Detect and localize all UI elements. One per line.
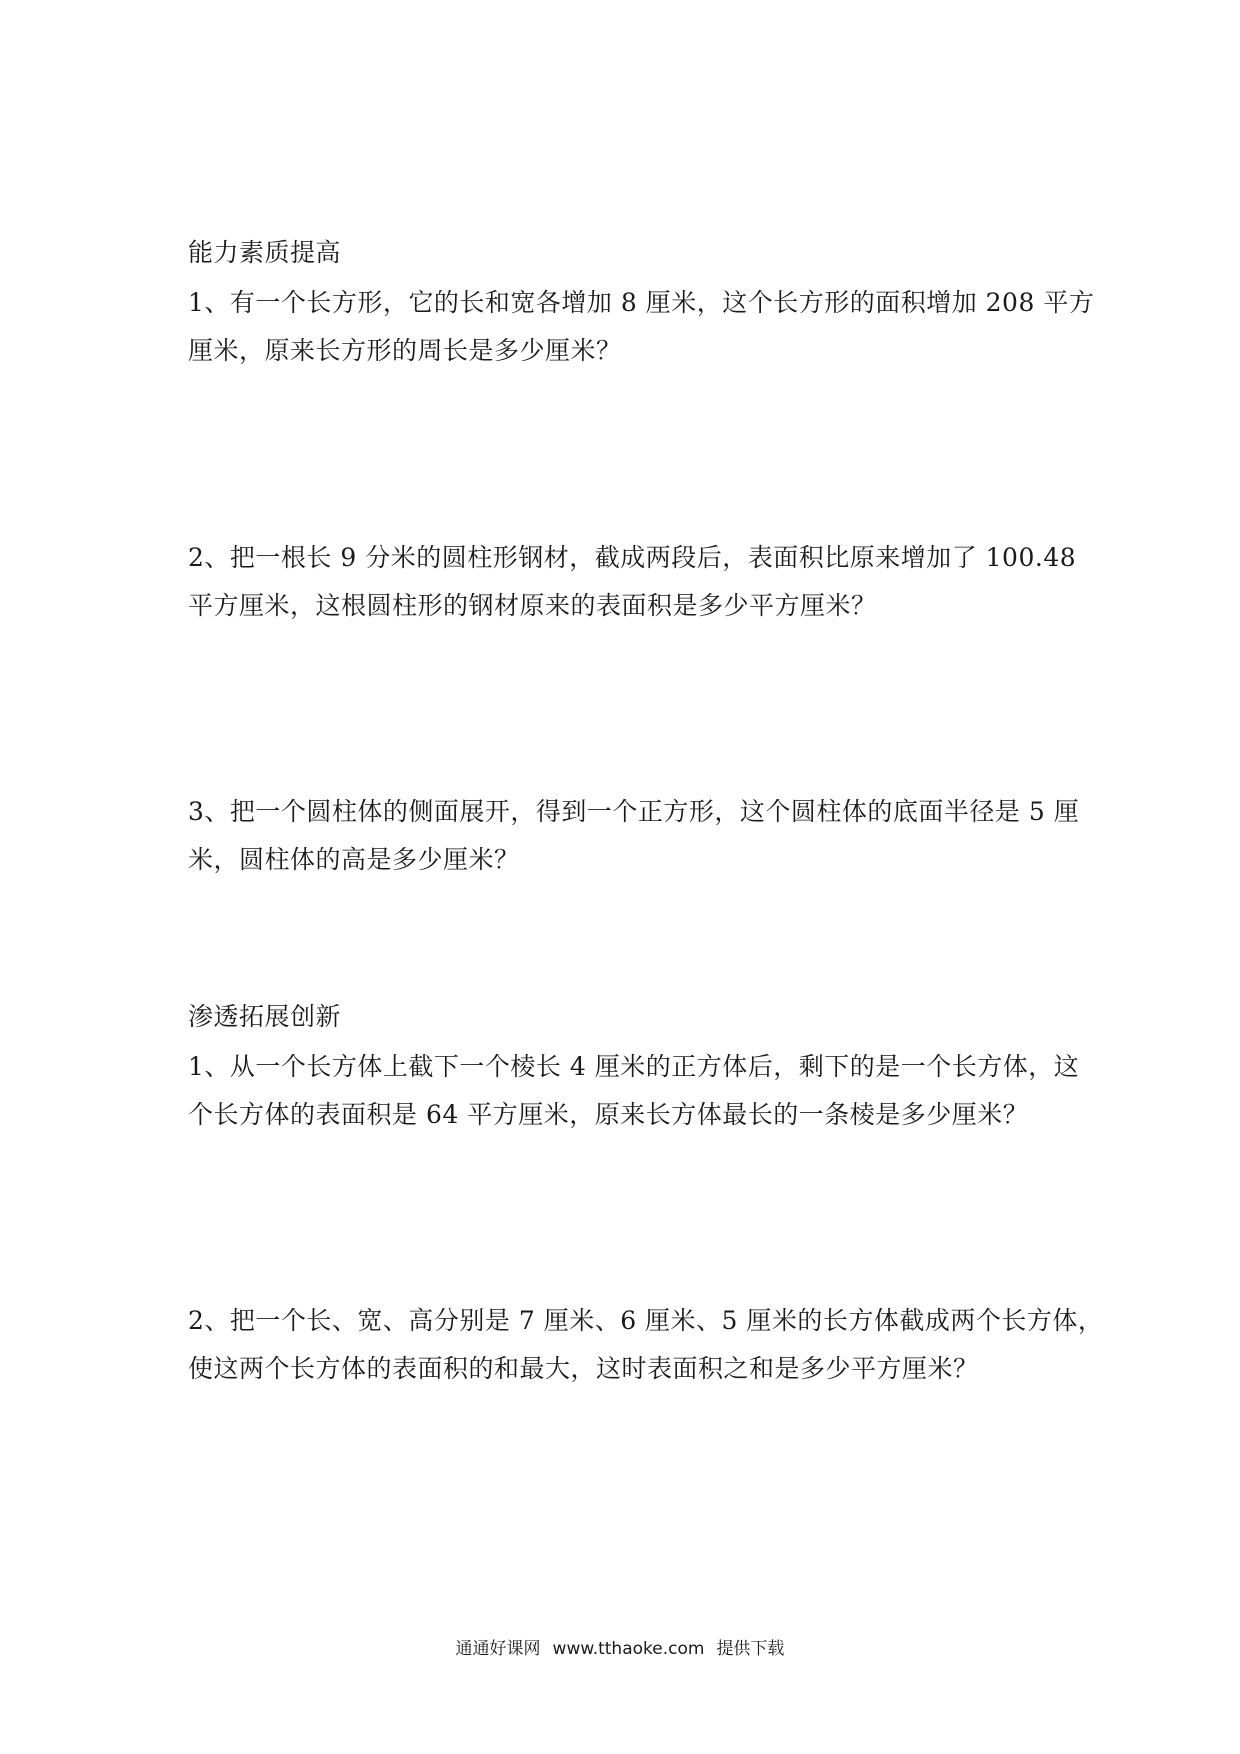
- problem-1-line-1: 1、有一个长方形，它的长和宽各增加 8 厘米，这个长方形的面积增加 208 平方: [188, 288, 1095, 317]
- page-footer: [0, 1638, 1240, 1660]
- section-heading-ability: 能力素质提高: [188, 238, 342, 267]
- section-heading-extension: 渗透拓展创新: [188, 1002, 342, 1031]
- problem-3-line-2: 米，圆柱体的高是多少厘米？: [188, 845, 520, 874]
- problem-3-line-1: 3、把一个圆柱体的侧面展开，得到一个正方形，这个圆柱体的底面半径是 5 厘: [188, 797, 1080, 826]
- extension-problem-2-line-1: 2、把一个长、宽、高分别是 7 厘米、6 厘米、5 厘米的长方体截成两个长方体，: [188, 1306, 1104, 1335]
- extension-problem-1-line-1: 1、从一个长方体上截下一个棱长 4 厘米的正方体后，剩下的是一个长方体，这: [188, 1052, 1080, 1081]
- footer-suffix: 提供下载: [716, 1639, 785, 1659]
- problem-2-line-1: 2、把一根长 9 分米的圆柱形钢材，截成两段后，表面积比原来增加了 100.48: [188, 543, 1077, 572]
- problem-2-line-2: 平方厘米，这根圆柱形的钢材原来的表面积是多少平方厘米？: [188, 591, 877, 620]
- footer-site-name: 通通好课网: [455, 1639, 541, 1659]
- extension-problem-2-line-2: 使这两个长方体的表面积的和最大，这时表面积之和是多少平方厘米？: [188, 1354, 979, 1383]
- footer-url[interactable]: www.tthaoke.com: [552, 1639, 705, 1659]
- extension-problem-1-line-2: 个长方体的表面积是 64 平方厘米，原来长方体最长的一条棱是多少厘米？: [188, 1100, 1029, 1129]
- problem-1-line-2: 厘米，原来长方形的周长是多少厘米？: [188, 336, 622, 365]
